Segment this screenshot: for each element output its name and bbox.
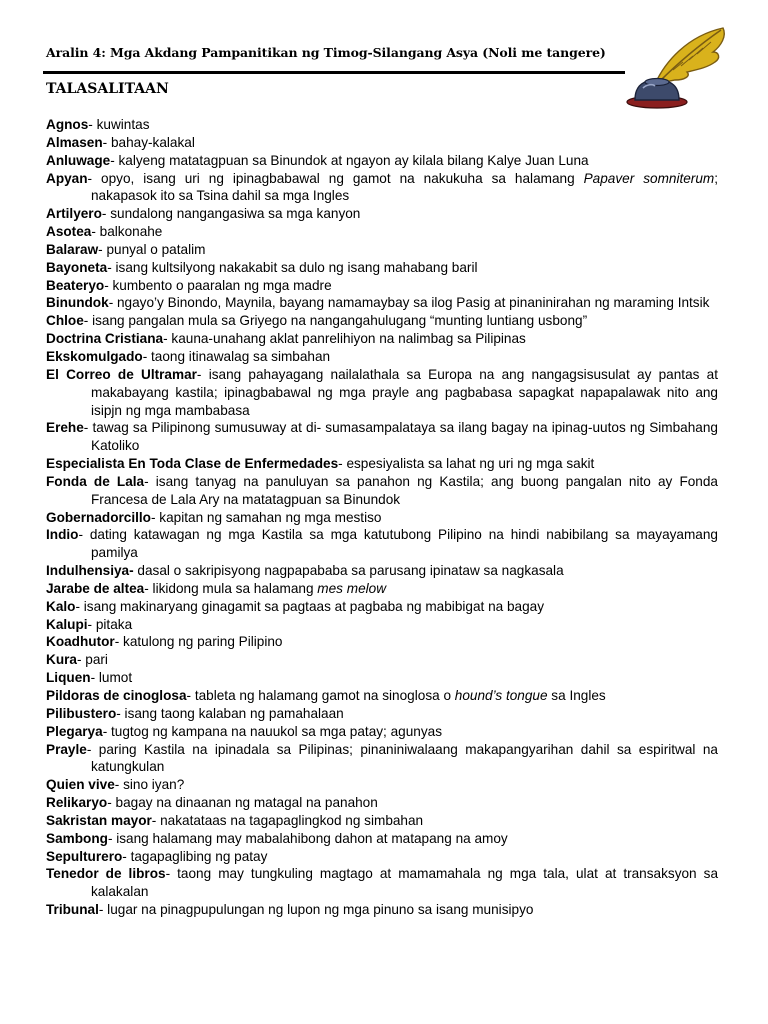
definition-text: - lugar na pinagpupulungan ng lupon ng mga pinuno sa isang munisipyo: [98, 902, 534, 918]
glossary-entry: [46, 580, 718, 598]
glossary-term: Tenedor de libros: [46, 866, 166, 882]
glossary-definition: [187, 688, 606, 703]
glossary-entry: [46, 526, 718, 562]
definition-text: - balkonahe: [91, 224, 163, 240]
glossary-definition: [115, 777, 185, 792]
glossary-term: Koadhutor: [46, 634, 115, 650]
glossary-entry: [46, 152, 718, 170]
glossary-term: Indulhensiya-: [46, 563, 134, 579]
definition-text: - dating katawagan ng mga Kastila sa mga katutubong Pilipino na hindi nabibilang sa mayayamang pamilya: [78, 527, 718, 561]
glossary-entry: [46, 294, 718, 312]
glossary-definition: [103, 135, 195, 150]
glossary-definition: [88, 117, 149, 132]
definition-text: - pari: [76, 652, 108, 668]
definition-text: ; nakapasok ito sa Tsina dahil sa mga Ingles: [91, 170, 718, 204]
glossary-entry: [46, 330, 718, 348]
glossary-definition: [110, 153, 588, 168]
definition-text: - kapitan ng samahan ng mga mestiso: [151, 509, 382, 525]
glossary-term: Plegarya: [46, 723, 103, 739]
glossary-definition: [84, 313, 587, 328]
glossary-definition: [104, 278, 331, 293]
glossary-definition: [88, 617, 133, 632]
glossary-entry: [46, 312, 718, 330]
glossary-definition: [91, 224, 162, 239]
glossary-definition: [87, 742, 718, 775]
glossary-term: Especialista En Toda Clase de Enfermedades: [46, 456, 339, 472]
glossary-entry: [46, 741, 718, 777]
glossary-definition: [109, 295, 710, 310]
glossary-term: Almasen: [46, 134, 103, 150]
definition-text: - katulong ng paring Pilipino: [114, 634, 283, 650]
glossary-definition: [108, 831, 508, 846]
glossary-term: Binundok: [46, 295, 109, 311]
glossary-term: Kalo: [46, 598, 76, 614]
glossary-entry: [46, 651, 718, 669]
definition-text: sa Ingles: [547, 688, 606, 703]
glossary-entry: [46, 865, 718, 901]
glossary-definition: [102, 206, 360, 221]
definition-text: - isang tanyag na panuluyan sa panahon ng Kastila; ang buong pangalan nito ay Fonda Francesa de Lala Ary na matatagpuan sa Binundok: [91, 473, 718, 507]
glossary-term: Doctrina Cristiana: [46, 331, 164, 347]
glossary-entry: [46, 633, 718, 651]
definition-text: - kuwintas: [88, 117, 150, 132]
glossary-entry: [46, 562, 718, 580]
definition-text: - sundalong nangangasiwa sa mga kanyon: [101, 206, 361, 222]
definition-text: - espesiyalista sa lahat ng uri ng mga sakit: [338, 456, 595, 472]
glossary-entry: [46, 473, 718, 509]
glossary-entry: [46, 116, 718, 134]
glossary-term: Agnos: [46, 117, 89, 132]
italic-term: hound’s tongue: [454, 688, 548, 703]
glossary-term: Fonda de Lala: [46, 473, 145, 489]
glossary-term: Sepulturero: [46, 848, 123, 864]
glossary-definition: [116, 706, 344, 721]
definition-text: - taong may tungkuling magtago at mamamahala ng mga tala, ulat at transaksyon sa kalakalan: [91, 866, 719, 900]
glossary-entry: [46, 705, 718, 723]
glossary-entry: [46, 277, 718, 295]
glossary-entry: [46, 723, 718, 741]
glossary-definition: [77, 652, 108, 667]
glossary-entry: [46, 901, 718, 919]
definition-text: - isang makinaryang ginagamit sa pagtaas at pagbaba ng mabibigat na bagay: [75, 598, 545, 614]
glossary-term: Artilyero: [46, 206, 102, 222]
glossary-term: Sambong: [46, 830, 108, 846]
glossary-definition: [151, 510, 381, 525]
definition-text: - bahay-kalakal: [102, 134, 195, 150]
definition-text: - pitaka: [87, 616, 133, 632]
glossary-entry: [46, 348, 718, 366]
glossary-definition: [98, 242, 205, 257]
definition-text: - tawag sa Pilipinong sumusuway at di- sumasampalataya sa ilang bagay na ipinag-uutos ng Simbahang Katoliko: [83, 420, 718, 454]
definition-text: - isang pahayagang nailalathala sa Europa na ang nangagsisusulat ay pantas at makabayang kastila; ipinagbabawal ng mga prayle ang pagbabasa sapagkat napapalawak nito ang isipjn ng mga mambabasa: [91, 366, 719, 418]
glossary-term: Tribunal: [46, 902, 99, 918]
glossary-entry: [46, 848, 718, 866]
glossary-term: Kura: [46, 652, 77, 668]
glossary-term: Indio: [46, 527, 79, 543]
glossary-entry: [46, 205, 718, 223]
glossary-definition: [99, 902, 534, 917]
glossary-term: Asotea: [46, 224, 92, 240]
glossary-term: Beateryo: [46, 277, 105, 293]
glossary-entry: [46, 134, 718, 152]
italic-term: Papaver somniterum: [583, 170, 715, 186]
glossary-definition: [88, 171, 718, 204]
glossary-term: Jarabe de altea: [46, 580, 145, 596]
glossary-entry: [46, 170, 718, 206]
glossary-entry: [46, 223, 718, 241]
glossary-entry: [46, 776, 718, 794]
glossary-entry: [46, 366, 718, 420]
definition-text: - isang pangalan mula sa Griyego na nangangahulugang “munting luntiang usbong”: [83, 313, 588, 329]
glossary-term: Anluwage: [46, 152, 111, 168]
glossary-term: Gobernadorcillo: [46, 509, 151, 525]
glossary-definition: [115, 634, 283, 649]
glossary-entry: [46, 455, 718, 473]
definition-text: - isang halamang may mabalahibong dahon at matapang na amoy: [107, 830, 508, 846]
glossary-definition: [75, 599, 544, 614]
definition-text: - taong itinawalag sa simbahan: [142, 348, 331, 364]
glossary-definition: [107, 795, 378, 810]
definition-text: - tugtog ng kampana na nauukol sa mga patay; agunyas: [102, 723, 443, 739]
header-divider: [43, 71, 625, 74]
glossary-term: Kalupi: [46, 616, 88, 632]
glossary-term: Pilibustero: [46, 705, 117, 721]
glossary-list: [46, 116, 718, 919]
glossary-definition: [91, 866, 718, 899]
quill-and-inkwell-icon: [625, 22, 735, 110]
glossary-entry: [46, 830, 718, 848]
italic-term: mes melow: [317, 580, 387, 596]
glossary-entry: [46, 259, 718, 277]
glossary-term: Bayoneta: [46, 259, 108, 275]
glossary-definition: [144, 581, 386, 596]
definition-text: - paring Kastila na ipinadala sa Pilipinas; pinaniniwalaang makapangyarihan dahil sa espiritwal na katungkulan: [86, 741, 718, 775]
definition-text: - lumot: [90, 670, 133, 686]
glossary-entry: [46, 794, 718, 812]
glossary-entry: [46, 598, 718, 616]
glossary-definition: [338, 456, 594, 471]
definition-text: dasal o sakripisyong nagpapababa sa parusang ipinataw sa nagkasala: [133, 563, 564, 579]
glossary-term: El Correo de Ultramar: [46, 366, 197, 382]
definition-text: - kalyeng matatagpuan sa Binundok at ngayon ay kilala bilang Kalye Juan Luna: [110, 152, 589, 168]
glossary-entry: [46, 419, 718, 455]
glossary-term: Relikaryo: [46, 795, 108, 811]
glossary-definition: [152, 813, 423, 828]
glossary-term: Liquen: [46, 670, 91, 686]
definition-text: - isang kultsilyong nakakabit sa dulo ng isang mahabang baril: [107, 259, 478, 275]
section-title: TALASALITAAN: [46, 81, 169, 97]
glossary-term: Apyan: [46, 170, 88, 186]
definition-text: - tableta ng halamang gamot na sinoglosa o: [186, 688, 455, 703]
glossary-term: Balaraw: [46, 241, 99, 257]
glossary-definition: [78, 527, 718, 560]
glossary-entry: [46, 669, 718, 687]
glossary-definition: [143, 349, 330, 364]
glossary-term: Erehe: [46, 420, 84, 436]
glossary-definition: [163, 331, 526, 346]
definition-text: - ngayo’y Binondo, Maynila, bayang namamaybay sa ilog Pasig at pinaninirahan ng maraming Intsik: [108, 295, 710, 311]
definition-text: - kumbento o paaralan ng mga madre: [104, 277, 332, 293]
lesson-title: Aralin 4: Mga Akdang Pampanitikan ng Timog-Silangang Asya (Noli me tangere): [46, 45, 606, 60]
glossary-definition: [122, 849, 267, 864]
glossary-entry: [46, 616, 718, 634]
glossary-entry: [46, 687, 718, 705]
definition-text: - nakatataas na tagapaglingkod ng simbahan: [151, 812, 424, 828]
definition-text: - kauna-unahang aklat panrelihiyon na nalimbag sa Pilipinas: [163, 331, 526, 347]
glossary-definition: [91, 670, 133, 685]
glossary-definition: [134, 563, 564, 578]
definition-text: - sino iyan?: [114, 777, 185, 793]
glossary-definition: [91, 474, 718, 507]
glossary-entry: [46, 241, 718, 259]
glossary-definition: [107, 260, 477, 275]
glossary-term: Chloe: [46, 313, 84, 329]
definition-text: - tagapaglibing ng patay: [122, 848, 268, 864]
glossary-entry: [46, 812, 718, 830]
page-header: [46, 44, 626, 62]
glossary-term: Pildoras de cinoglosa: [46, 688, 187, 703]
glossary-entry: [46, 509, 718, 527]
glossary-definition: [103, 724, 442, 739]
glossary-term: Quien vive: [46, 777, 115, 793]
definition-text: - isang taong kalaban ng pamahalaan: [116, 705, 344, 721]
definition-text: - bagay na dinaanan ng matagal na panahon: [107, 795, 378, 811]
glossary-definition: [84, 420, 718, 453]
glossary-term: Sakristan mayor: [46, 812, 152, 828]
definition-text: - opyo, isang uri ng ipinagbabawal ng gamot na nakukuha sa halamang: [87, 170, 584, 186]
definition-text: - likidong mula sa halamang: [144, 580, 318, 596]
glossary-term: Ekskomulgado: [46, 348, 143, 364]
glossary-term: Prayle: [46, 741, 87, 757]
definition-text: - punyal o patalim: [98, 241, 206, 257]
